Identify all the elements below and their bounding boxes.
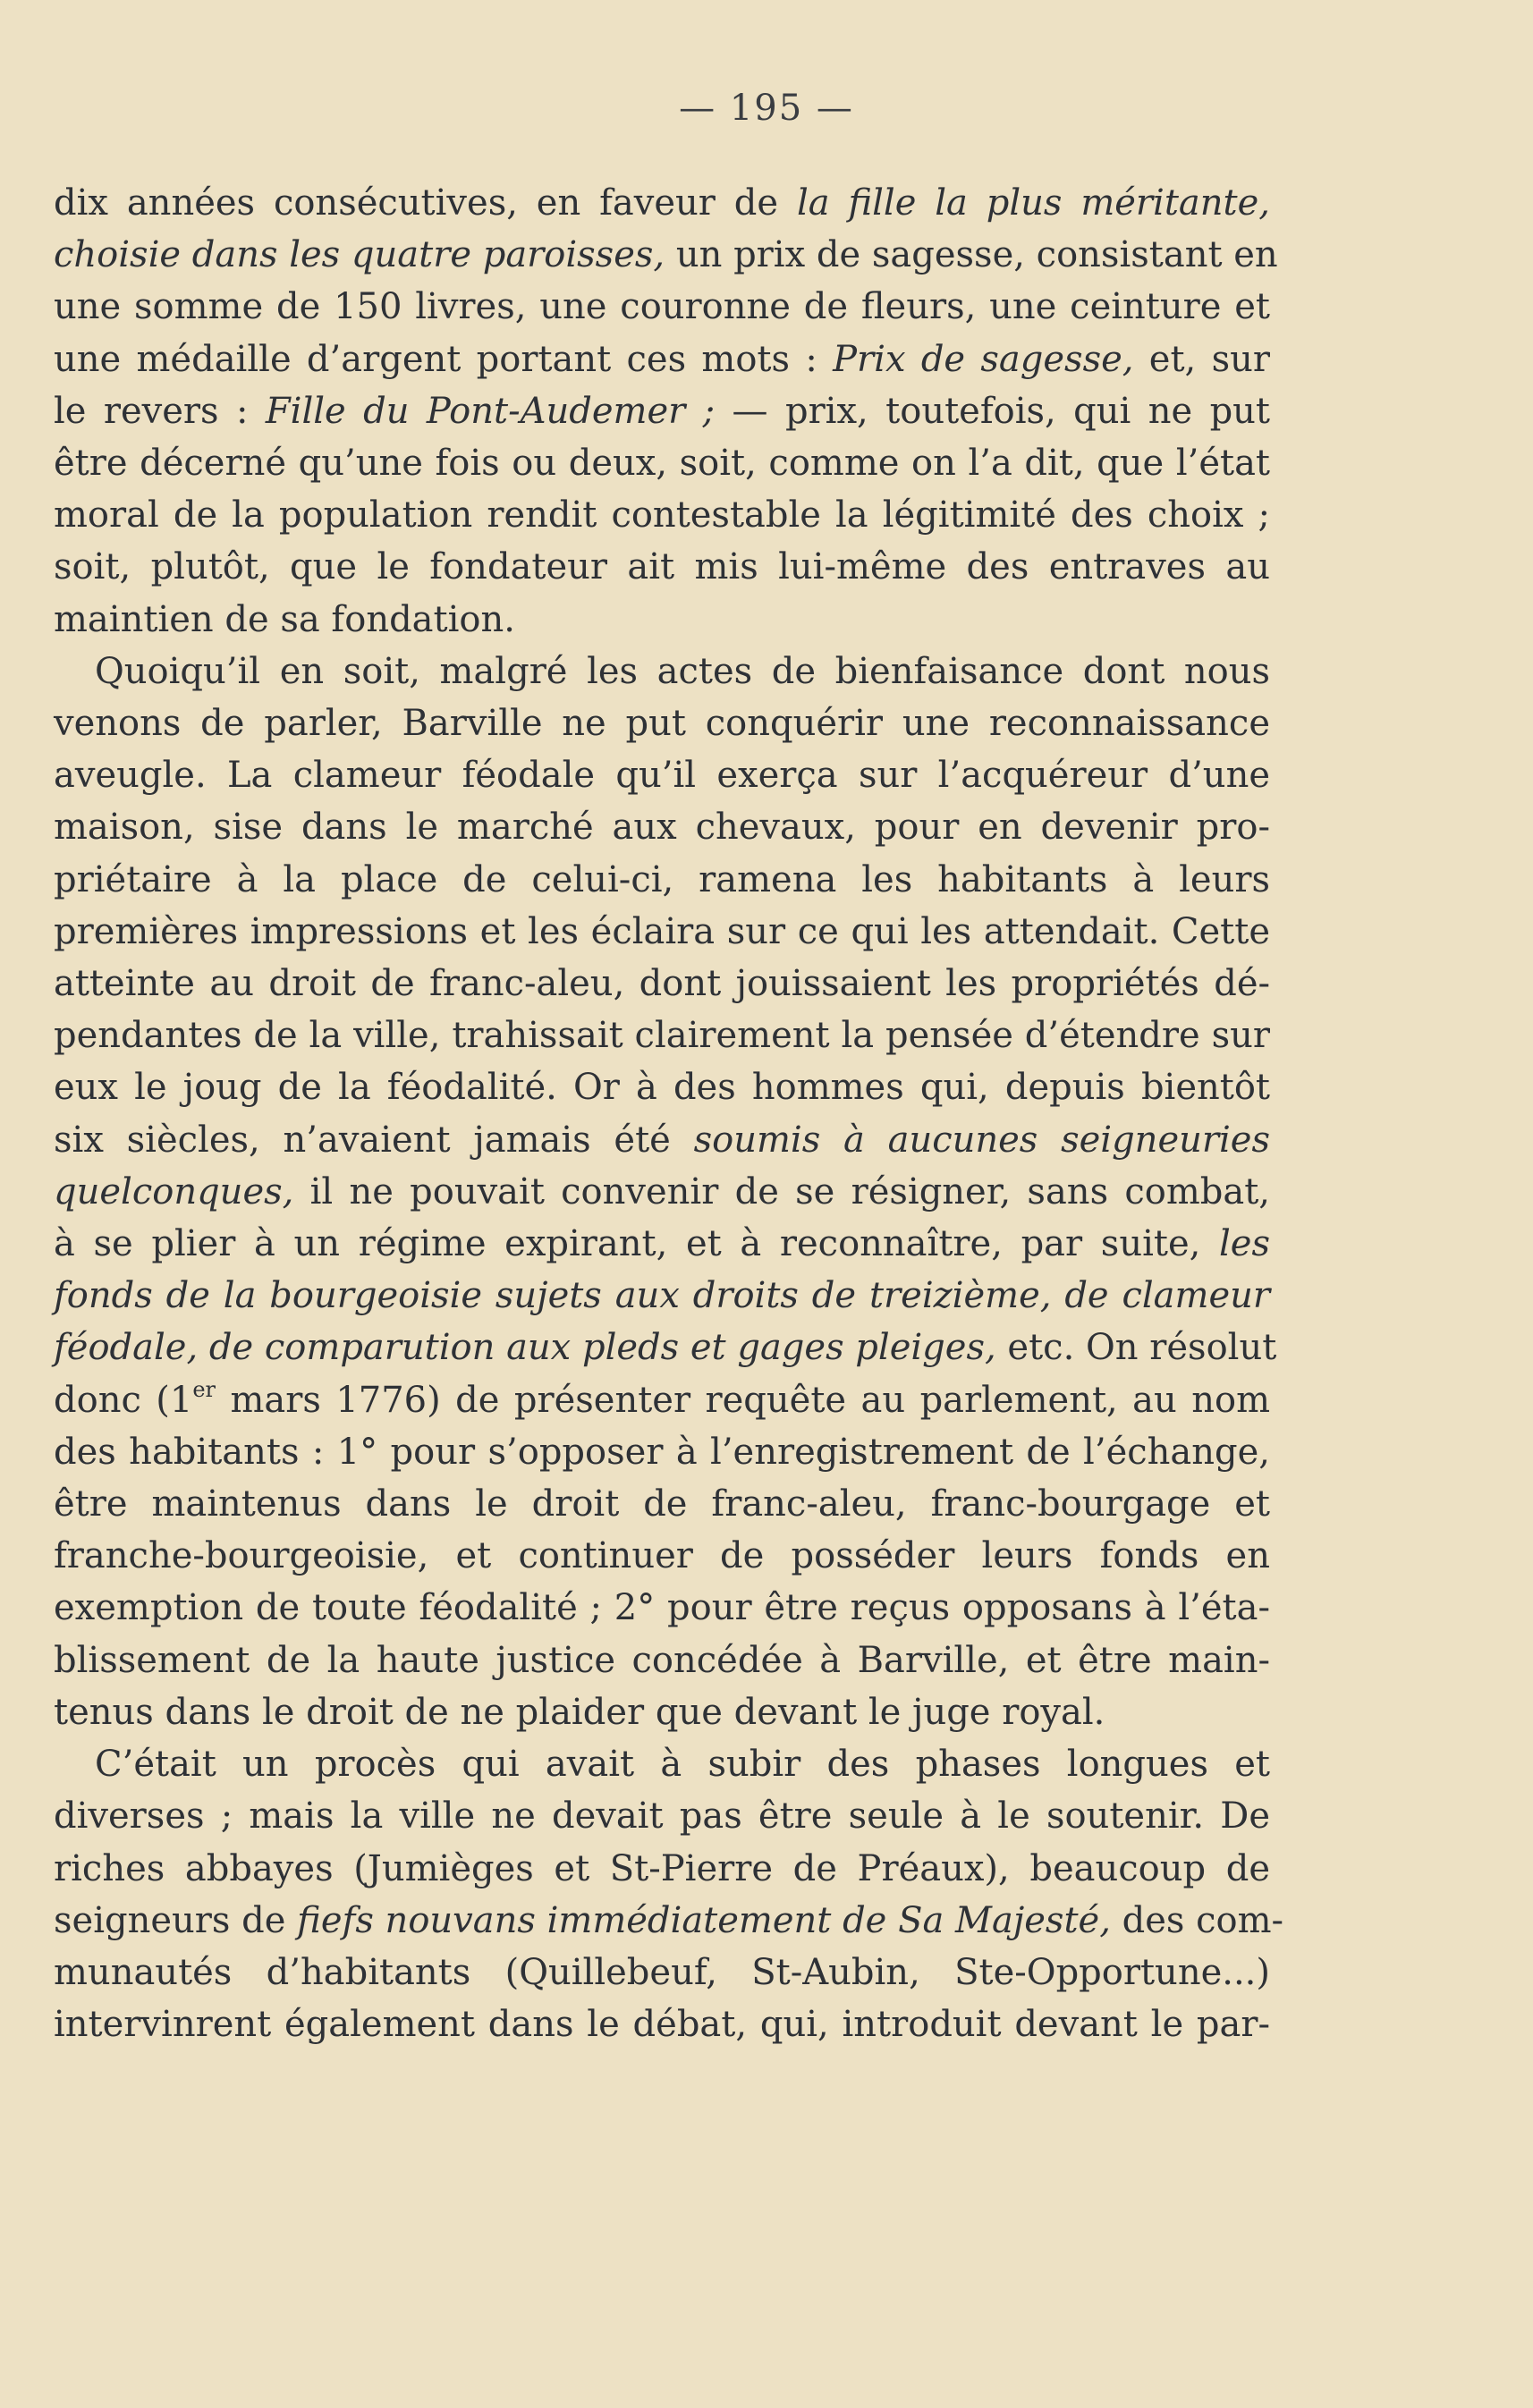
- text-line: [54, 1270, 1270, 1322]
- text-line: priétaire à la place de celui-ci, ramena les habitants à leurs: [54, 858, 1270, 900]
- text-line: franche-bourgeoisie, et continuer de posséder leurs fonds en: [54, 1535, 1270, 1577]
- text-line: munautés d’habitants (Quillebeuf, St-Aubin, Ste-Opportune...): [54, 1951, 1270, 1993]
- text-line: une médaille d’argent portant ces mots : Prix de sagesse, et, sur: [54, 338, 1270, 380]
- italic-text: fonds de la bourgeoisie sujets aux droits de treizième, de clameur: [54, 1275, 1270, 1317]
- text-line: blissement de la haute justice concédée à Barville, et être main-: [54, 1639, 1270, 1681]
- text-line: Quoiqu’il en soit, malgré les actes de bienfaisance dont nous: [95, 650, 1270, 692]
- text-line: exemption de toute féodalité ; 2° pour être reçus opposans à l’éta-: [54, 1587, 1270, 1629]
- text-line: donc (1er mars 1776) de présenter requête au parlement, au nom: [54, 1377, 1270, 1421]
- italic-text: la fille la plus méritante,: [796, 182, 1270, 224]
- italic-text: fiefs nouvans immédiatement de Sa Majesté,: [297, 1899, 1111, 1941]
- italic-text: Fille du Pont-Audemer ;: [265, 390, 716, 432]
- text-line: pendantes de la ville, trahissait clairement la pensée d’étendre sur: [54, 1015, 1270, 1057]
- italic-text: les: [1219, 1223, 1270, 1265]
- text-line: maintien de sa fondation.: [54, 598, 515, 640]
- body-text: [54, 177, 1284, 2050]
- italic-text: soumis à aucunes seigneuries: [693, 1119, 1270, 1161]
- text-line: atteinte au droit de franc-aleu, dont jouissaient les propriétés dé-: [54, 963, 1270, 1005]
- text-line: dix années consécutives, en faveur de la fille la plus méritante,: [54, 182, 1270, 224]
- italic-text: choisie dans les quatre paroisses,: [54, 234, 665, 276]
- text-line: C’était un procès qui avait à subir des phases longues et: [95, 1744, 1270, 1786]
- text-line: moral de la population rendit contestable la légitimité des choix ;: [54, 494, 1270, 537]
- text-line: une somme de 150 livres, une couronne de fleurs, une ceinture et: [54, 286, 1270, 328]
- text-line: féodale, de comparution aux pleds et gages pleiges, etc. On résolut: [54, 1327, 1277, 1369]
- text-line: riches abbayes (Jumièges et St-Pierre de Préaux), beaucoup de: [54, 1847, 1270, 1889]
- text-line: maison, sise dans le marché aux chevaux, pour en devenir pro-: [54, 807, 1270, 849]
- text-line: premières impressions et les éclaira sur ce qui les attendait. Cette: [54, 910, 1270, 952]
- text-line: soit, plutôt, que le fondateur ait mis lui-même des entraves au: [54, 546, 1270, 588]
- text-line: diverses ; mais la ville ne devait pas être seule à le soutenir. De: [54, 1795, 1270, 1838]
- italic-text: quelconques,: [54, 1170, 294, 1212]
- text-line: choisie dans les quatre paroisses, un prix de sagesse, consistant en: [54, 234, 1278, 276]
- text-line: être maintenus dans le droit de franc-aleu, franc-bourgage et: [54, 1483, 1270, 1525]
- italic-text: Prix de sagesse,: [833, 338, 1134, 380]
- text-line: le revers : Fille du Pont-Audemer ; — prix, toutefois, qui ne put: [54, 390, 1271, 432]
- text-line: venons de parler, Barville ne put conquérir une reconnaissance: [54, 703, 1270, 745]
- text-line: des habitants : 1° pour s’opposer à l’enregistrement de l’échange,: [54, 1431, 1270, 1473]
- text-line: être décerné qu’une fois ou deux, soit, comme on l’a dit, que l’état: [54, 443, 1270, 485]
- italic-text: féodale, de comparution aux pleds et gages pleiges,: [54, 1327, 996, 1369]
- text-line: intervinrent également dans le débat, qui, introduit devant le par-: [54, 2004, 1270, 2046]
- text-line: eux le joug de la féodalité. Or à des hommes qui, depuis bientôt: [54, 1067, 1270, 1109]
- text-line: aveugle. La clameur féodale qu’il exerça sur l’acquéreur d’une: [54, 755, 1270, 797]
- page-number: — 195 —: [679, 88, 854, 129]
- text-line: quelconques, il ne pouvait convenir de se résigner, sans combat,: [54, 1170, 1270, 1212]
- text-line: seigneurs de fiefs nouvans immédiatement de Sa Majesté, des com-: [54, 1899, 1284, 1941]
- text-line: six siècles, n’avaient jamais été soumis à aucunes seigneuries: [54, 1119, 1270, 1161]
- text-line: à se plier à un régime expirant, et à reconnaître, par suite, les: [54, 1223, 1270, 1265]
- superscript: er: [192, 1377, 216, 1403]
- text-line: tenus dans le droit de ne plaider que devant le juge royal.: [54, 1691, 1105, 1733]
